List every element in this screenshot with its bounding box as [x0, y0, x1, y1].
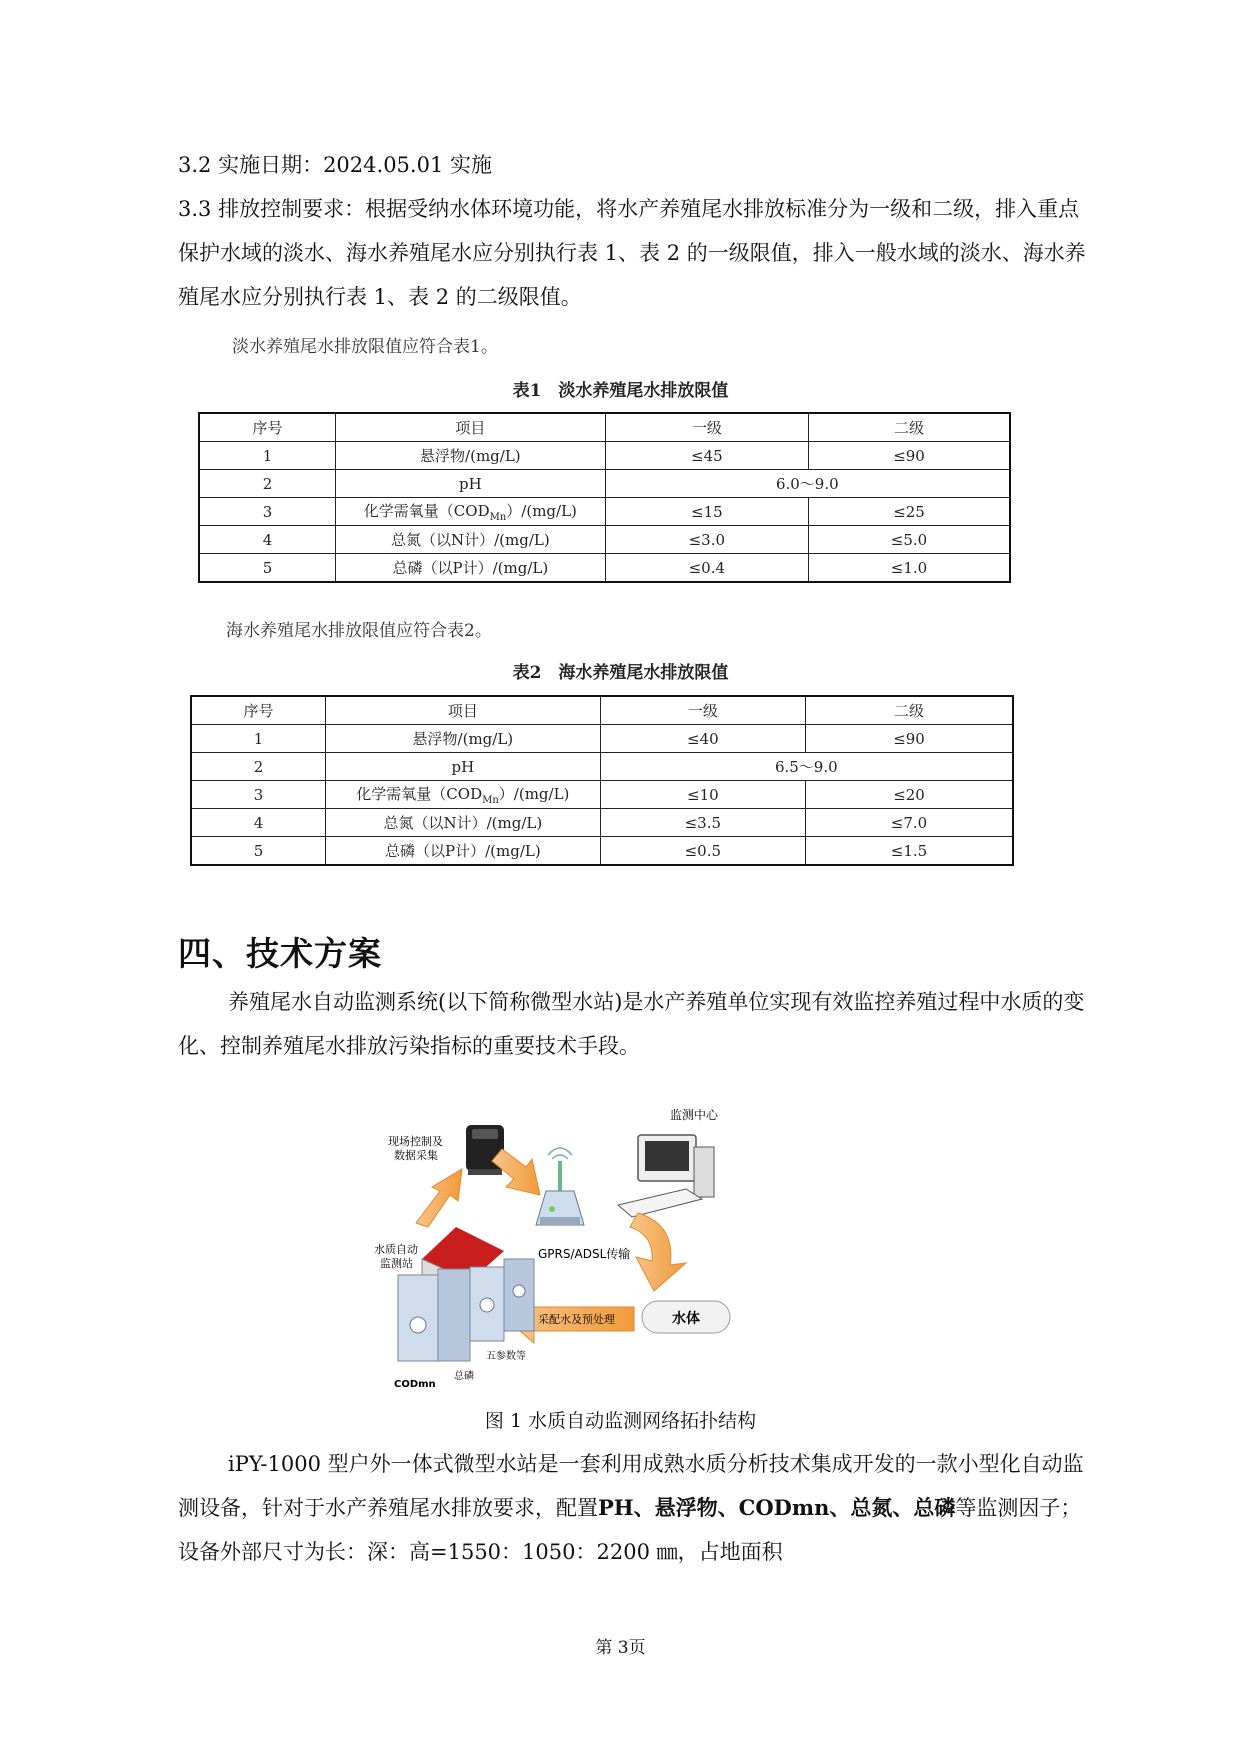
station-buildings-icon [398, 1227, 534, 1361]
label-codmn: CODmn [394, 1379, 436, 1390]
label-station-1: 水质自动 [374, 1243, 418, 1256]
table-row [199, 498, 1010, 526]
table-row [191, 837, 1013, 866]
table-row [191, 809, 1013, 837]
arrow-up-icon [416, 1169, 462, 1227]
row-level2: ≤90 [806, 725, 1013, 753]
router-icon [536, 1148, 584, 1225]
row-level1: ≤0.4 [605, 554, 808, 583]
row-no: 3 [191, 781, 326, 809]
topology-diagram [370, 1095, 830, 1405]
device-paragraph [178, 1442, 1093, 1574]
row-item: 总磷（以P计）/(mg/L) [326, 837, 601, 866]
table1-caption: 表1 淡水养殖尾水排放限值 [512, 381, 729, 401]
row-level2: ≤7.0 [806, 809, 1013, 837]
table2-note: 海水养殖尾水排放限值应符合表2。 [226, 621, 492, 641]
row-no: 5 [199, 554, 336, 583]
table-row [199, 470, 1010, 498]
arrow-curve-icon [630, 1213, 686, 1291]
label-water-body: 水体 [672, 1311, 700, 1327]
item-suffix: ）/(mg/L) [498, 785, 570, 803]
table1-header-level1: 一级 [605, 413, 808, 442]
label-monitor-center: 监测中心 [670, 1108, 719, 1122]
row-merged-limit: 6.5～9.0 [600, 753, 1013, 781]
row-merged-limit: 6.0～9.0 [605, 470, 1010, 498]
row-item: 悬浮物/(mg/L) [336, 442, 606, 470]
item-prefix: 化学需氧量（COD [356, 785, 483, 803]
item-subscript: Mn [489, 512, 507, 523]
row-no: 4 [191, 809, 326, 837]
row-level1: ≤45 [605, 442, 808, 470]
table1-note: 淡水养殖尾水排放限值应符合表1。 [232, 337, 498, 357]
page-number: 第 3页 [595, 1638, 646, 1658]
label-field-control-1: 现场控制及 [388, 1135, 443, 1148]
row-item: 总磷（以P计）/(mg/L) [336, 554, 606, 583]
row-level2: ≤5.0 [809, 526, 1010, 554]
row-item: 总氮（以N计）/(mg/L) [326, 809, 601, 837]
table-row [191, 781, 1013, 809]
table1-header-item: 项目 [336, 413, 606, 442]
row-level2: ≤1.5 [806, 837, 1013, 866]
data-logger-icon [466, 1125, 504, 1175]
row-level1: ≤3.0 [605, 526, 808, 554]
table-row [199, 526, 1010, 554]
device-paragraph-post: 等监测因子；设备外部尺寸为长：深：高=1550：1050：2200 ㎜，占地面积 [178, 1496, 1082, 1564]
row-item: pH [326, 753, 601, 781]
computer-icon [618, 1135, 714, 1217]
row-no: 1 [199, 442, 336, 470]
device-paragraph-factors: PH、悬浮物、CODmn、总氮、总磷 [598, 1495, 956, 1520]
row-no: 2 [191, 753, 326, 781]
table2-header-no: 序号 [191, 696, 326, 725]
row-no: 1 [191, 725, 326, 753]
table1-header-no: 序号 [199, 413, 336, 442]
clause-3-2: 3.2 实施日期：2024.05.01 实施 [178, 153, 492, 177]
row-no: 5 [191, 837, 326, 866]
row-level1: ≤10 [600, 781, 805, 809]
table-row [199, 442, 1010, 470]
row-level2: ≤1.0 [809, 554, 1010, 583]
table1-header-level2: 二级 [809, 413, 1010, 442]
clause-3-3: 3.3 排放控制要求：根据受纳水体环境功能，将水产养殖尾水排放标准分为一级和二级，排入重点保护水域的淡水、海水养殖尾水应分别执行表 1、表 2 的一级限值，排入一般水域的淡水、海水养殖尾水应分别执行表 1、表 2 的二级限值。 [178, 197, 1086, 309]
label-station-2: 监测站 [380, 1257, 413, 1270]
row-item [336, 498, 606, 526]
table2-caption: 表2 海水养殖尾水排放限值 [512, 663, 729, 683]
table-row [191, 725, 1013, 753]
label-sampling: 采配水及预处理 [538, 1313, 615, 1326]
row-no: 3 [199, 498, 336, 526]
table-row [199, 554, 1010, 583]
figure-caption: 图 1 水质自动监测网络拓扑结构 [484, 1410, 757, 1432]
row-no: 2 [199, 470, 336, 498]
row-level1: ≤3.5 [600, 809, 805, 837]
row-item: 总氮（以N计）/(mg/L) [336, 526, 606, 554]
table2-header-level2: 二级 [806, 696, 1013, 725]
device-paragraph-pre: iPY-1000 型户外一体式微型水站是一套利用成熟水质分析技术集成开发的一款小型化自动监测设备，针对于水产养殖尾水排放要求，配置 [178, 1452, 1084, 1520]
label-total-p: 总磷 [454, 1371, 474, 1382]
label-five-param: 五参数等 [486, 1351, 526, 1362]
row-no: 4 [199, 526, 336, 554]
water-body-icon [642, 1301, 730, 1333]
label-field-control-2: 数据采集 [394, 1149, 438, 1162]
section4-intro: 养殖尾水自动监测系统(以下简称微型水站)是水产养殖单位实现有效监控养殖过程中水质的变化、控制养殖尾水排放污染指标的重要技术手段。 [178, 990, 1085, 1058]
row-level1: ≤0.5 [600, 837, 805, 866]
row-level1: ≤40 [600, 725, 805, 753]
row-item: pH [336, 470, 606, 498]
row-item [326, 781, 601, 809]
row-level2: ≤20 [806, 781, 1013, 809]
table2-header-level1: 一级 [600, 696, 805, 725]
table1 [198, 412, 1011, 583]
row-level1: ≤15 [605, 498, 808, 526]
table2-header-row [191, 696, 1013, 725]
row-item: 悬浮物/(mg/L) [326, 725, 601, 753]
row-level2: ≤25 [809, 498, 1010, 526]
item-subscript: Mn [482, 795, 499, 806]
table2-header-item: 项目 [326, 696, 601, 725]
item-prefix: 化学需氧量（COD [363, 502, 490, 520]
row-level2: ≤90 [809, 442, 1010, 470]
table-row [191, 753, 1013, 781]
table1-header-row [199, 413, 1010, 442]
table2 [190, 695, 1014, 866]
section-heading: 四、技术方案 [178, 934, 382, 973]
item-suffix: ）/(mg/L) [506, 502, 577, 520]
label-transmission: GPRS/ADSL传输 [538, 1247, 631, 1261]
